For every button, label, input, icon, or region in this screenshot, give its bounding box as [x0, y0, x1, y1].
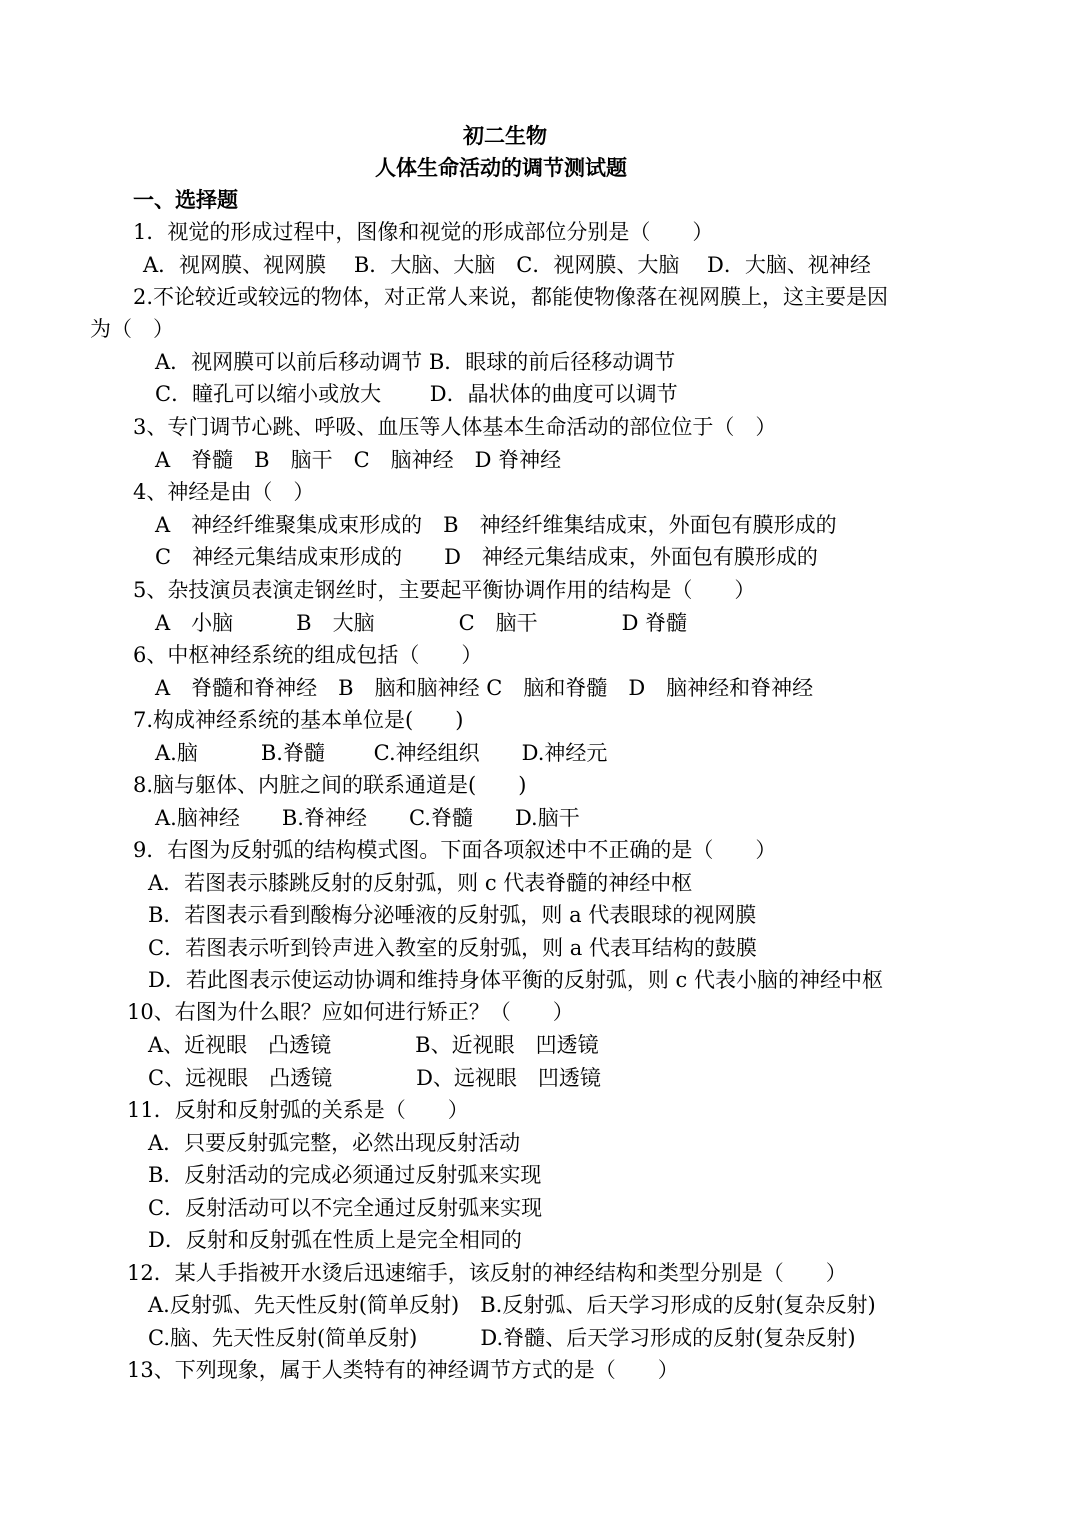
question-4-options-row-1: A 神经纤维聚集成束形成的 B 神经纤维集结成束，外面包有膜形成的 [155, 513, 837, 537]
question-6-options: A 脊髓和脊神经 B 脑和脑神经 C 脑和脊髓 D 脑神经和脊神经 [155, 676, 814, 700]
question-3-stem: 3、专门调节心跳、呼吸、血压等人体基本生命活动的部位位于（ ） [133, 415, 777, 439]
question-11-option-d: D．反射和反射弧在性质上是完全相同的 [148, 1228, 522, 1252]
question-9-option-b: B．若图表示看到酸梅分泌唾液的反射弧，则 a 代表眼球的视网膜 [148, 903, 757, 927]
question-4-stem: 4、神经是由（ ） [133, 480, 315, 504]
question-11-option-a: A．只要反射弧完整，必然出现反射活动 [148, 1131, 521, 1155]
question-9-option-d: D．若此图表示使运动协调和维持身体平衡的反射弧，则 c 代表小脑的神经中枢 [148, 968, 883, 992]
question-2-options-row-1: A．视网膜可以前后移动调节 B．眼球的前后径移动调节 [155, 350, 676, 374]
question-10-options-row-2: C、远视眼 凸透镜 D、远视眼 凹透镜 [148, 1066, 601, 1090]
question-9-option-c: C．若图表示听到铃声进入教室的反射弧，则 a 代表耳结构的鼓膜 [148, 936, 757, 960]
question-7-stem: 7.构成神经系统的基本单位是( ) [133, 708, 464, 732]
question-2-stem: 2.不论较近或较远的物体，对正常人来说，都能使物像落在视网膜上，这主要是因 [133, 285, 889, 309]
document-title: 初二生物 [463, 123, 547, 148]
question-13-stem: 13、下列现象，属于人类特有的神经调节方式的是（ ） [127, 1358, 679, 1382]
question-10-stem: 10、右图为什么眼？应如何进行矫正？（ ） [127, 1000, 574, 1024]
document-subtitle: 人体生命活动的调节测试题 [375, 155, 627, 180]
question-12-stem: 12．某人手指被开水烫后迅速缩手，该反射的神经结构和类型分别是（ ） [127, 1261, 847, 1285]
question-1-options: A．视网膜、视网膜 B．大脑、大脑 C．视网膜、大脑 D．大脑、视神经 [143, 253, 871, 277]
question-10-options-row-1: A、近视眼 凸透镜 B、近视眼 凹透镜 [148, 1033, 599, 1057]
question-5-options: A 小脑 B 大脑 C 脑干 D 脊髓 [155, 611, 688, 635]
question-8-stem: 8.脑与躯体、内脏之间的联系通道是( ) [133, 773, 527, 797]
question-12-options-row-1: A.反射弧、先天性反射(简单反射) B.反射弧、后天学习形成的反射(复杂反射) [148, 1293, 876, 1317]
question-8-options: A.脑神经 B.脊神经 C.脊髓 D.脑干 [155, 806, 580, 830]
question-2-stem-continued: 为（ ） [90, 317, 174, 341]
section-heading: 一、选择题 [133, 187, 238, 212]
question-11-stem: 11．反射和反射弧的关系是（ ） [127, 1098, 469, 1122]
question-12-options-row-2: C.脑、先天性反射(简单反射) D.脊髓、后天学习形成的反射(复杂反射) [148, 1326, 856, 1350]
question-11-option-c: C．反射活动可以不完全通过反射弧来实现 [148, 1196, 543, 1220]
question-11-option-b: B．反射活动的完成必须通过反射弧来实现 [148, 1163, 542, 1187]
question-2-options-row-2: C．瞳孔可以缩小或放大 D．晶状体的曲度可以调节 [155, 382, 678, 406]
question-7-options: A.脑 B.脊髓 C.神经组织 D.神经元 [155, 741, 608, 765]
question-9-stem: 9．右图为反射弧的结构模式图。下面各项叙述中不正确的是（ ） [133, 838, 777, 862]
question-9-option-a: A．若图表示膝跳反射的反射弧，则 c 代表脊髓的神经中枢 [148, 871, 693, 895]
question-5-stem: 5、杂技演员表演走钢丝时，主要起平衡协调作用的结构是（ ） [133, 578, 756, 602]
question-1-stem: 1．视觉的形成过程中，图像和视觉的形成部位分别是（ ） [133, 220, 714, 244]
question-6-stem: 6、中枢神经系统的组成包括（ ） [133, 643, 483, 667]
question-4-options-row-2: C 神经元集结成束形成的 D 神经元集结成束，外面包有膜形成的 [155, 545, 818, 569]
question-3-options: A 脊髓 B 脑干 C 脑神经 D 脊神经 [155, 448, 562, 472]
